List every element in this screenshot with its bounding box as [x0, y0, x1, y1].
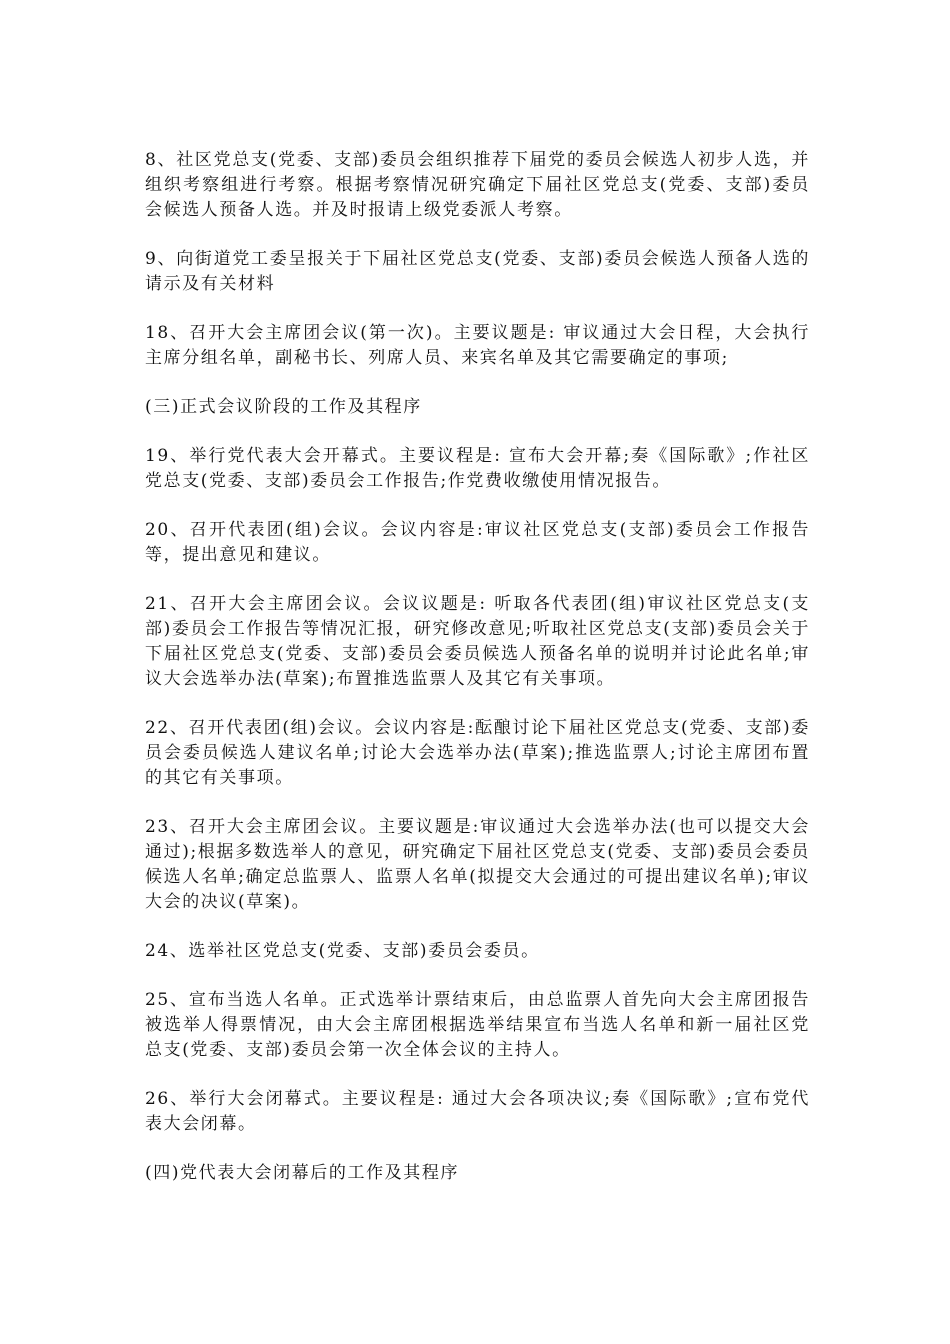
- paragraph-item-19: 19、举行党代表大会开幕式。主要议程是: 宣布大会开幕;奏《国际歌》;作社区党总支(党委、支部)委员会工作报告;作党费收缴使用情况报告。: [145, 446, 810, 491]
- paragraph-item-24: 24、选举社区党总支(党委、支部)委员会委员。: [145, 941, 540, 961]
- paragraph-item-21: 21、召开大会主席团会议。会议议题是: 听取各代表团(组)审议社区党总支(支部)委员会工作报告等情况汇报，研究修改意见;听取社区党总支(支部)委员会关于下届社区党总支(党委、支部)委员会委员候选人预备名单的说明并讨论此名单;审议大会选举办法(草案);布置推选监票人及其它有关事项。: [145, 594, 810, 689]
- paragraph-item-22: 22、召开代表团(组)会议。会议内容是:酝酿讨论下届社区党总支(党委、支部)委员会委员候选人建议名单;讨论大会选举办法(草案);推选监票人;讨论主席团布置的其它有关事项。: [145, 718, 810, 788]
- section-heading-4: (四)党代表大会闭幕后的工作及其程序: [145, 1163, 460, 1183]
- paragraph-item-20: 20、召开代表团(组)会议。会议内容是:审议社区党总支(支部)委员会工作报告等，提出意见和建议。: [145, 520, 810, 565]
- paragraph-item-23: 23、召开大会主席团会议。主要议题是:审议通过大会选举办法(也可以提交大会通过);根据多数选举人的意见，研究确定下届社区党总支(党委、支部)委员会委员候选人名单;确定总监票人、监票人名单(拟提交大会通过的可提出建议名单);审议大会的决议(草案)。: [145, 817, 810, 912]
- paragraph-item-25: 25、宣布当选人名单。正式选举计票结束后，由总监票人首先向大会主席团报告被选举人得票情况，由大会主席团根据选举结果宣布当选人名单和新一届社区党总支(党委、支部)委员会第一次全体会议的主持人。: [145, 990, 810, 1060]
- paragraph-item-8: 8、社区党总支(党委、支部)委员会组织推荐下届党的委员会候选人初步人选，并组织考察组进行考察。根据考察情况研究确定下届社区党总支(党委、支部)委员会候选人预备人选。并及时报请上级党委派人考察。: [145, 150, 810, 220]
- paragraph-item-26: 26、举行大会闭幕式。主要议程是: 通过大会各项决议;奏《国际歌》;宣布党代表大会闭幕。: [145, 1089, 810, 1134]
- document-body: [145, 148, 810, 1210]
- section-heading-3: (三)正式会议阶段的工作及其程序: [145, 397, 422, 417]
- paragraph-item-18: 18、召开大会主席团会议(第一次)。主要议题是: 审议通过大会日程，大会执行主席分组名单，副秘书长、列席人员、来宾名单及其它需要确定的事项;: [145, 323, 810, 368]
- paragraph-item-9: 9、向街道党工委呈报关于下届社区党总支(党委、支部)委员会候选人预备人选的请示及有关材料: [145, 249, 810, 294]
